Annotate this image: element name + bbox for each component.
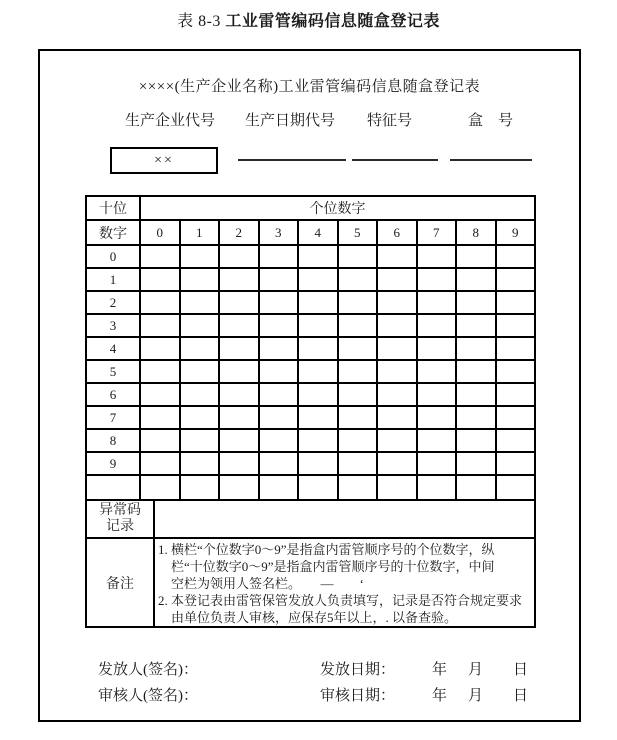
grid-cell bbox=[417, 429, 457, 452]
grid-cell bbox=[377, 291, 417, 314]
grid-cell bbox=[417, 406, 457, 429]
grid-row bbox=[86, 245, 535, 268]
grid-units-group-header: 个位数字 bbox=[140, 196, 535, 220]
grid-cell bbox=[377, 475, 417, 500]
grid-col-header: 1 bbox=[180, 220, 220, 245]
grid-cell bbox=[456, 360, 496, 383]
grid-corner-bottom: 数字 bbox=[86, 220, 140, 245]
grid-cell bbox=[338, 268, 378, 291]
grid-row-header: 3 bbox=[86, 314, 140, 337]
grid-cell bbox=[180, 314, 220, 337]
grid-col-header: 0 bbox=[140, 220, 180, 245]
grid-cell bbox=[338, 291, 378, 314]
grid-cell bbox=[180, 337, 220, 360]
remarks-text bbox=[155, 539, 534, 626]
grid-col-header-row bbox=[86, 220, 535, 245]
grid-cell bbox=[180, 383, 220, 406]
field-label-producer-code: 生产企业代号 bbox=[125, 113, 216, 129]
grid-cell bbox=[496, 360, 536, 383]
grid-cell bbox=[338, 406, 378, 429]
grid-cell bbox=[298, 245, 338, 268]
grid-row-header: 7 bbox=[86, 406, 140, 429]
grid-cell bbox=[298, 383, 338, 406]
grid-cell bbox=[259, 268, 299, 291]
grid-row bbox=[86, 406, 535, 429]
page-title-main: 工业雷管编码信息随盒登记表 bbox=[225, 13, 440, 30]
grid-row bbox=[86, 452, 535, 475]
grid-cell bbox=[377, 360, 417, 383]
abnormal-code-value-cell bbox=[155, 501, 534, 537]
grid-cell bbox=[219, 406, 259, 429]
grid-cell bbox=[496, 245, 536, 268]
remark-line: 空栏为领用人签名栏。 — ‘ bbox=[171, 576, 364, 591]
grid-cell bbox=[496, 314, 536, 337]
grid-cell bbox=[180, 429, 220, 452]
grid-col-header: 9 bbox=[496, 220, 536, 245]
grid-cell bbox=[259, 429, 299, 452]
grid-cell bbox=[338, 245, 378, 268]
grid-cell bbox=[417, 314, 457, 337]
grid-col-header: 4 bbox=[298, 220, 338, 245]
issue-date-month-label: 月 bbox=[468, 662, 484, 678]
grid-corner-top: 十位 bbox=[86, 196, 140, 220]
grid-cell bbox=[496, 406, 536, 429]
grid-cell bbox=[219, 360, 259, 383]
grid-cell bbox=[180, 452, 220, 475]
feature-number-underline bbox=[352, 159, 438, 161]
grid-cell bbox=[417, 383, 457, 406]
grid-cell bbox=[377, 245, 417, 268]
grid-cell bbox=[140, 452, 180, 475]
grid-cell bbox=[219, 337, 259, 360]
grid-cell bbox=[496, 337, 536, 360]
grid-row-header: 2 bbox=[86, 291, 140, 314]
grid-cell bbox=[377, 314, 417, 337]
remark-line: 1. 横栏“个位数字0～9”是指盒内雷管顺序号的个位数字，纵 bbox=[158, 542, 495, 557]
grid-cell bbox=[219, 429, 259, 452]
reviewer-signature-label: 审核人(签名)： bbox=[98, 688, 198, 704]
grid-cell bbox=[140, 360, 180, 383]
grid-cell bbox=[456, 337, 496, 360]
grid-cell bbox=[259, 475, 299, 500]
grid-cell bbox=[140, 406, 180, 429]
grid-cell bbox=[219, 291, 259, 314]
issuer-signature-row bbox=[0, 658, 617, 678]
remark-line: 2. 本登记表由雷管保管发放人负责填写，记录是否符合规定要求 bbox=[158, 593, 523, 608]
grid-cell bbox=[377, 383, 417, 406]
grid-row-header bbox=[86, 475, 140, 500]
grid-row bbox=[86, 268, 535, 291]
grid-cell bbox=[417, 452, 457, 475]
grid-cell bbox=[259, 406, 299, 429]
grid-cell bbox=[298, 452, 338, 475]
grid-cell bbox=[496, 452, 536, 475]
grid-cell bbox=[377, 406, 417, 429]
grid-cell bbox=[298, 429, 338, 452]
grid-row-header: 0 bbox=[86, 245, 140, 268]
field-label-production-date-code: 生产日期代号 bbox=[245, 113, 336, 129]
grid-cell bbox=[140, 475, 180, 500]
abnormal-code-label bbox=[87, 501, 155, 537]
grid-row bbox=[86, 291, 535, 314]
grid-cell bbox=[456, 429, 496, 452]
issue-date-day-label: 日 bbox=[513, 662, 529, 678]
grid-row-header: 8 bbox=[86, 429, 140, 452]
grid-row-header: 9 bbox=[86, 452, 140, 475]
review-date-label: 审核日期： bbox=[320, 688, 396, 704]
grid-cell bbox=[219, 383, 259, 406]
grid-cell bbox=[219, 245, 259, 268]
abnormal-code-row bbox=[85, 499, 536, 539]
grid-cell bbox=[219, 475, 259, 500]
grid-cell bbox=[456, 314, 496, 337]
grid-cell bbox=[456, 452, 496, 475]
grid-col-header: 6 bbox=[377, 220, 417, 245]
grid-cell bbox=[298, 314, 338, 337]
grid-cell bbox=[140, 245, 180, 268]
grid-cell bbox=[417, 245, 457, 268]
grid-cell bbox=[338, 360, 378, 383]
grid-cell bbox=[219, 268, 259, 291]
page-title-prefix: 表 8-3 bbox=[177, 13, 226, 30]
field-label-box-number: 盒 号 bbox=[468, 113, 514, 129]
grid-cell bbox=[338, 429, 378, 452]
grid-cell bbox=[417, 337, 457, 360]
abnormal-code-label-line2: 记录 bbox=[106, 519, 134, 534]
reviewer-signature-row bbox=[0, 684, 617, 704]
grid-row bbox=[86, 429, 535, 452]
grid-cell bbox=[259, 337, 299, 360]
grid-row-header: 1 bbox=[86, 268, 140, 291]
remark-line: 由单位负责人审核，应保存5年以上，. 以备查验。 bbox=[171, 610, 458, 625]
grid-cell bbox=[259, 291, 299, 314]
grid-cell bbox=[417, 475, 457, 500]
grid-cell bbox=[259, 452, 299, 475]
grid-cell bbox=[377, 268, 417, 291]
grid-cell bbox=[140, 314, 180, 337]
issue-date-year-label: 年 bbox=[432, 662, 448, 678]
grid-col-header: 5 bbox=[338, 220, 378, 245]
grid-col-header: 7 bbox=[417, 220, 457, 245]
grid-cell bbox=[496, 383, 536, 406]
grid-cell bbox=[140, 337, 180, 360]
grid-cell bbox=[180, 291, 220, 314]
grid-cell bbox=[180, 245, 220, 268]
grid-cell bbox=[338, 475, 378, 500]
grid-cell bbox=[456, 245, 496, 268]
grid-cell bbox=[140, 383, 180, 406]
grid-cell bbox=[377, 452, 417, 475]
grid-cell bbox=[298, 268, 338, 291]
grid-row bbox=[86, 314, 535, 337]
production-date-code-underline bbox=[238, 159, 346, 161]
grid-cell bbox=[417, 360, 457, 383]
grid-cell bbox=[180, 268, 220, 291]
grid-cell bbox=[456, 406, 496, 429]
grid-cell bbox=[259, 383, 299, 406]
grid-row bbox=[86, 475, 535, 500]
grid-cell bbox=[377, 429, 417, 452]
issue-date-label: 发放日期： bbox=[320, 662, 396, 678]
abnormal-code-label-line1: 异常码 bbox=[99, 503, 141, 518]
grid-cell bbox=[417, 291, 457, 314]
grid-row bbox=[86, 360, 535, 383]
grid-cell bbox=[338, 337, 378, 360]
grid-col-header: 3 bbox=[259, 220, 299, 245]
producer-code-value-box: ×× bbox=[110, 147, 218, 174]
grid-cell bbox=[496, 475, 536, 500]
grid-row bbox=[86, 383, 535, 406]
grid-row-header: 5 bbox=[86, 360, 140, 383]
grid-cell bbox=[298, 291, 338, 314]
review-date-year-label: 年 bbox=[432, 688, 448, 704]
grid-cell bbox=[259, 245, 299, 268]
grid-row-header: 6 bbox=[86, 383, 140, 406]
grid-cell bbox=[259, 314, 299, 337]
grid-cell bbox=[338, 452, 378, 475]
grid-cell bbox=[259, 360, 299, 383]
grid-cell bbox=[140, 429, 180, 452]
grid-cell bbox=[456, 268, 496, 291]
field-label-feature-number: 特征号 bbox=[367, 113, 413, 129]
form-title: ××××(生产企业名称)工业雷管编码信息随盒登记表 bbox=[138, 79, 481, 95]
grid-cell bbox=[180, 360, 220, 383]
grid-col-header: 8 bbox=[456, 220, 496, 245]
grid-cell bbox=[456, 383, 496, 406]
grid-cell bbox=[219, 452, 259, 475]
grid-row bbox=[86, 337, 535, 360]
grid-cell bbox=[298, 337, 338, 360]
digit-grid-table bbox=[85, 195, 536, 501]
grid-cell bbox=[180, 406, 220, 429]
grid-cell bbox=[298, 475, 338, 500]
grid-cell bbox=[180, 475, 220, 500]
grid-cell bbox=[140, 268, 180, 291]
grid-cell bbox=[338, 383, 378, 406]
review-date-month-label: 月 bbox=[468, 688, 484, 704]
grid-cell bbox=[140, 291, 180, 314]
grid-cell bbox=[496, 291, 536, 314]
grid-cell bbox=[496, 268, 536, 291]
remarks-row bbox=[85, 537, 536, 628]
page-title bbox=[0, 8, 617, 31]
grid-cell bbox=[219, 314, 259, 337]
grid-cell bbox=[298, 360, 338, 383]
grid-row-header: 4 bbox=[86, 337, 140, 360]
grid-cell bbox=[338, 314, 378, 337]
grid-cell bbox=[456, 291, 496, 314]
grid-cell bbox=[377, 337, 417, 360]
grid-group-header-row bbox=[86, 196, 535, 220]
remark-line: 栏“十位数字0～9”是指盒内雷管顺序号的十位数字，中间 bbox=[171, 559, 495, 574]
issuer-signature-label: 发放人(签名)： bbox=[98, 662, 198, 678]
grid-cell bbox=[456, 475, 496, 500]
grid-cell bbox=[298, 406, 338, 429]
grid-body bbox=[86, 245, 535, 500]
review-date-day-label: 日 bbox=[513, 688, 529, 704]
grid-cell bbox=[496, 429, 536, 452]
grid-col-header: 2 bbox=[219, 220, 259, 245]
digit-grid-wrapper bbox=[85, 195, 536, 501]
remarks-label: 备注 bbox=[87, 539, 155, 626]
grid-cell bbox=[417, 268, 457, 291]
box-number-underline bbox=[450, 159, 532, 161]
